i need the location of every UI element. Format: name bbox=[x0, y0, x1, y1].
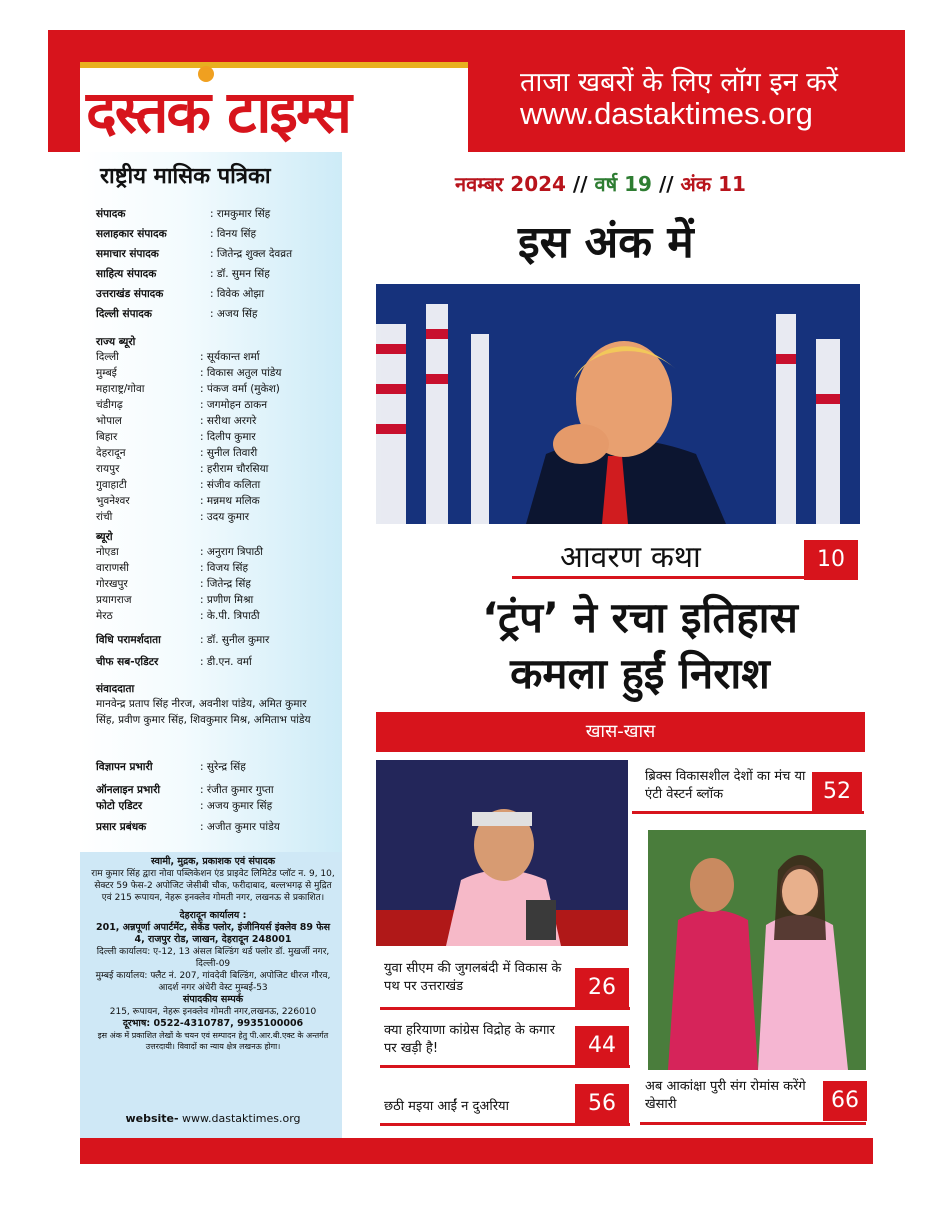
dehradun-heading: देहरादून कार्यालय : bbox=[179, 910, 247, 921]
page-number-badge[interactable]: 26 bbox=[575, 968, 629, 1008]
cover-headline[interactable] bbox=[420, 590, 860, 702]
bureau-place: प्रयागराज bbox=[96, 594, 132, 606]
correspondents-heading: संवाददाता bbox=[96, 683, 135, 695]
bureau-place: चंडीगढ़ bbox=[96, 399, 123, 411]
bureau-name: : पंकज वर्मा (मुकेश) bbox=[200, 383, 280, 395]
legal-name: : डॉ. सुनील कुमार bbox=[200, 634, 270, 646]
cover-photo-illustration bbox=[376, 284, 860, 524]
issue-month: नवम्बर 2024 bbox=[455, 172, 566, 196]
legal-role: विधि परामर्शदाता bbox=[96, 634, 161, 646]
bureau-place: मुम्बई bbox=[96, 367, 117, 379]
mumbai-office: मुम्बई कार्यालय: फ्लैट नं. 207, गांवदेवी बिल्डिंग, अपोजिट धीरज गौरव, आदर्श नगर अंधेरी वेस्ट मुम्बई-53 bbox=[95, 971, 331, 993]
contact-heading: संपादकीय सम्पर्क bbox=[182, 994, 244, 1005]
bureau-heading: ब्यूरो bbox=[96, 531, 113, 543]
editor-role: उत्तराखंड संपादक bbox=[96, 288, 164, 300]
story-title[interactable]: छठी मइया आईं न दुअरिया bbox=[384, 1099, 509, 1114]
page-number-badge[interactable]: 52 bbox=[812, 772, 862, 812]
bureau-place: मेरठ bbox=[96, 610, 113, 622]
bureau-name: : हरीराम चौरसिया bbox=[200, 463, 269, 475]
bureau-name: : प्रणीण मिश्रा bbox=[200, 594, 254, 606]
publication-type: राष्ट्रीय मासिक पत्रिका bbox=[100, 164, 271, 189]
phone-number: दूरभाष: 0522-4310787, 9935100006 bbox=[122, 1018, 304, 1029]
bureau-name: : जगमोहन ठाकन bbox=[200, 399, 268, 411]
story-title[interactable]: ब्रिक्स विकासशील देशों का मंच या एंटी वेस्टर्न ब्लॉक bbox=[645, 769, 806, 802]
bureau-place: दिल्ली bbox=[96, 351, 119, 363]
footer-band bbox=[80, 1138, 873, 1164]
owner-heading: स्वामी, मुद्रक, प्रकाशक एवं संपादक bbox=[150, 856, 276, 867]
bureau-place: महाराष्ट्र/गोवा bbox=[96, 383, 145, 395]
bureau-name: : सरीथा अरगरे bbox=[200, 415, 257, 427]
chief-sub-name: : डी.एन. वर्मा bbox=[200, 656, 252, 668]
delhi-office: दिल्ली कार्यालय: ए-12, 13 अंसल बिल्डिंग थर्ड फ्लोर डॉ. मुखर्जी नगर, दिल्ली-09 bbox=[96, 947, 330, 969]
issue-line bbox=[455, 170, 875, 197]
editor-role: सलाहकार संपादक bbox=[96, 228, 167, 240]
editor-name: : डॉ. सुमन सिंह bbox=[210, 268, 270, 280]
issue-number: अंक 11 bbox=[680, 172, 746, 196]
page-number-badge[interactable]: 10 bbox=[804, 540, 858, 580]
editor-role: संपादक bbox=[96, 208, 126, 220]
headline-line-2: कमला हुईं निराश bbox=[510, 649, 770, 698]
page-number-badge[interactable]: 56 bbox=[575, 1084, 629, 1124]
bureau-name: : के.पी. त्रिपाठी bbox=[200, 610, 260, 622]
cover-photo[interactable] bbox=[376, 284, 860, 524]
editor-role: साहित्य संपादक bbox=[96, 268, 157, 280]
owner-text: राम कुमार सिंह द्वारा नोवा पब्लिकेशन एंड प्राइवेट लिमिटेड प्लॉट न. 9, 10, सेक्टर 59 फेस-2 अपोजिट जेसीबी चौक, फरीदाबाद, बल्लभगढ़ से मुद्रित एवं 215 रूपायन, नेहरू इनक्लेव गोमती नगर, लखनऊ से प्रकाशित। bbox=[91, 869, 335, 903]
bureau-place: भोपाल bbox=[96, 415, 122, 427]
bureau-place: नोएडा bbox=[96, 546, 119, 558]
correspondents-list: मानवेन्द्र प्रताप सिंह नीरज, अवनीश पांडेय, अमित कुमार सिंह, प्रवीण कुमार सिंह, शिवकुमार मिश्र, अमिताभ पांडेय bbox=[96, 698, 311, 726]
sidebar-website[interactable] bbox=[90, 1112, 336, 1125]
bureau-name: : सूर्यकान्त शर्मा bbox=[200, 351, 260, 363]
story-title[interactable]: युवा सीएम की जुगलबंदी में विकास के पथ पर उत्तराखंड bbox=[384, 961, 562, 994]
editor-role: समाचार संपादक bbox=[96, 248, 159, 260]
bureau-name: : मन्नमथ मलिक bbox=[200, 495, 260, 507]
issue-separator: // bbox=[565, 172, 595, 196]
editor-name: : विनय सिंह bbox=[210, 228, 257, 240]
bureau-place: देहरादून bbox=[96, 447, 126, 459]
editor-name: : जितेन्द्र शुक्ल देवव्रत bbox=[210, 248, 293, 260]
staff-name: : अजय कुमार सिंह bbox=[200, 800, 273, 812]
editor-name: : विवेक ओझा bbox=[210, 288, 265, 300]
chief-sub-role: चीफ सब-एडिटर bbox=[96, 656, 159, 668]
header-tagline: ताजा खबरों के लिए लॉग इन करें bbox=[520, 67, 838, 98]
bureau-place: रायपुर bbox=[96, 463, 120, 475]
in-this-issue-heading: इस अंक में bbox=[518, 217, 694, 268]
bureau-place: भुवनेश्वर bbox=[96, 495, 130, 507]
bureau-name: : उदय कुमार bbox=[200, 511, 249, 523]
disclaimer: इस अंक में प्रकाशित लेखों के चयन एवं सम्पादन हेतु पी.आर.बी.एक्ट के अन्तर्गत उत्तरदायी। विवादों का न्याय क्षेत्र लखनऊ होगा। bbox=[97, 1031, 329, 1051]
dehradun-address: 201, अन्नपूर्णा अपार्टमेंट, सेकेंड फ्लोर, इंजीनियर्स इंक्लेव 89 फेस 4, राजपुर रोड, जाखन, देहरादून 248001 bbox=[95, 922, 331, 945]
contact-address: 215, रूपायन, नेहरू इनक्लेव गोमती नगर,लखनऊ, 226010 bbox=[109, 1007, 317, 1017]
bureau-place: रांची bbox=[96, 511, 113, 523]
state-bureau-heading: राज्य ब्यूरो bbox=[96, 336, 136, 348]
page-number-badge[interactable]: 44 bbox=[575, 1026, 629, 1066]
bureau-name: : जितेन्द्र सिंह bbox=[200, 578, 251, 590]
bureau-name: : संजीव कलिता bbox=[200, 479, 261, 491]
headline-line-1: ‘ट्रंप’ ने रचा इतिहास bbox=[482, 593, 798, 642]
editor-role: दिल्ली संपादक bbox=[96, 308, 152, 320]
logo-text: दस्तक टाइम्स bbox=[86, 78, 350, 146]
bureau-name: : अनुराग त्रिपाठी bbox=[200, 546, 264, 558]
bureau-place: गुवाहाटी bbox=[96, 479, 127, 491]
bureau-place: गोरखपुर bbox=[96, 578, 128, 590]
logo-stripe bbox=[80, 62, 468, 68]
header-website-link[interactable]: www.dastaktimes.org bbox=[520, 96, 813, 131]
bureau-name: : विकास अतुल पांडेय bbox=[200, 367, 282, 379]
staff-name: : सुरेन्द्र सिंह bbox=[200, 761, 246, 773]
publisher-info bbox=[90, 856, 336, 1052]
staff-role: प्रसार प्रबंधक bbox=[96, 821, 147, 833]
cm-photo[interactable] bbox=[376, 760, 628, 946]
editor-name: : अजय सिंह bbox=[210, 308, 258, 320]
actors-photo[interactable] bbox=[648, 830, 866, 1070]
story-title[interactable]: क्या हरियाणा कांग्रेस विद्रोह के कगार पर खड़ी है! bbox=[384, 1023, 555, 1056]
cm-photo-illustration bbox=[376, 760, 628, 946]
staff-role: विज्ञापन प्रभारी bbox=[96, 761, 153, 773]
story-underline bbox=[640, 1122, 866, 1125]
bureau-name: : दिलीप कुमार bbox=[200, 431, 256, 443]
actors-photo-illustration bbox=[648, 830, 866, 1070]
bureau-name: : सुनील तिवारी bbox=[200, 447, 258, 459]
bureau-name: : विजय सिंह bbox=[200, 562, 249, 574]
issue-year: वर्ष 19 bbox=[594, 172, 652, 196]
staff-role: ऑनलाइन प्रभारी bbox=[96, 784, 161, 796]
staff-name: : रंजीत कुमार गुप्ता bbox=[200, 784, 274, 796]
page-number-badge[interactable]: 66 bbox=[823, 1081, 867, 1121]
bureau-place: वाराणसी bbox=[96, 562, 129, 574]
staff-role: फोटो एडिटर bbox=[96, 800, 143, 812]
issue-separator: // bbox=[651, 172, 681, 196]
website-url[interactable]: www.dastaktimes.org bbox=[178, 1112, 301, 1125]
editor-name: : रामकुमार सिंह bbox=[210, 208, 271, 220]
masthead-logo[interactable] bbox=[80, 62, 468, 152]
cover-story-label: आवरण कथा bbox=[560, 540, 701, 575]
website-label: website- bbox=[125, 1112, 179, 1125]
section-banner: खास-खास bbox=[376, 712, 865, 752]
staff-name: : अजीत कुमार पांडेय bbox=[200, 821, 280, 833]
bureau-place: बिहार bbox=[96, 431, 118, 443]
story-title[interactable]: अब आकांक्षा पुरी संग रोमांस करेंगे खेसारी bbox=[645, 1079, 806, 1112]
